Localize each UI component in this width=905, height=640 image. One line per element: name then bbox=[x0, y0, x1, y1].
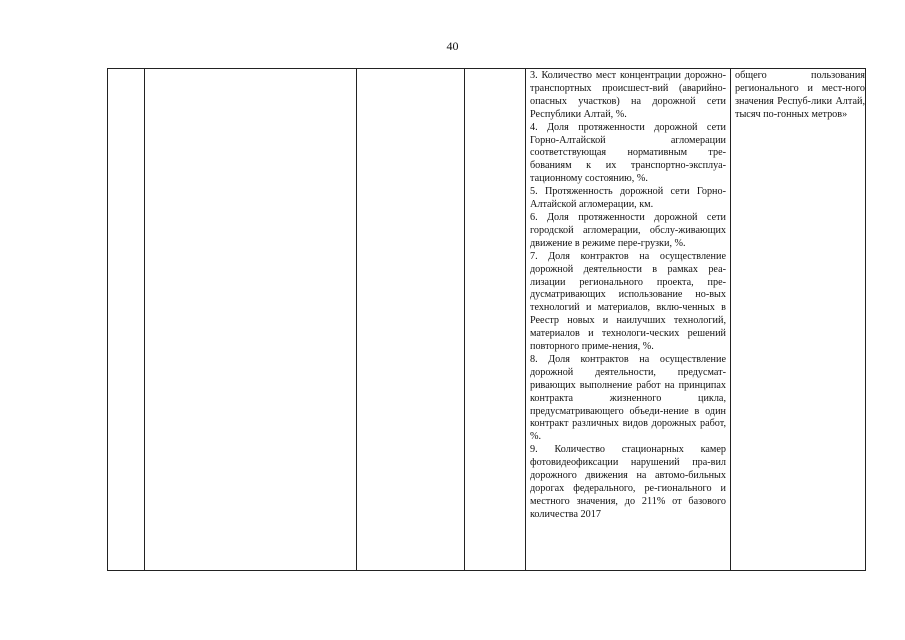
indicator-item: 6. Доля протяженности дорожной сети городской агломерации, обслу-живающих движение в режиме пере-грузки, %. bbox=[530, 211, 726, 249]
indicator-item: 9. Количество стационарных камер фотовидеофиксации нарушений пра-вил дорожного движения на автомо-бильных дорогах федерального, ре-гионального и местного значения, до 211% от базового количества 2017 bbox=[530, 444, 726, 520]
column-border bbox=[356, 68, 357, 571]
indicator-item: 5. Протяженность дорожной сети Горно-Алтайской агломерации, км. bbox=[530, 186, 726, 211]
indicators-cell bbox=[530, 70, 726, 522]
column-border bbox=[865, 68, 866, 571]
indicator-item: 8. Доля контрактов на осуществление дорожной деятельности, предусмат-ривающих выполнение работ на принципах контракта жизненного цикла, предусматривающего объеди-нение в один контракт различных видов дорожных работ, %. bbox=[530, 353, 726, 443]
result-cell bbox=[735, 70, 865, 122]
indicator-item: 7. Доля контрактов на осуществление дорожной деятельности в рамках реа-лизации регионального проекта, пре-дусматривающих использование но-вых технологий и материалов, вклю-ченных в Реестр новых и наилучших технологий, материалов и технологи-ческих решений повторного приме-нения, %. bbox=[530, 250, 726, 353]
column-border bbox=[730, 68, 731, 571]
table-bottom-border bbox=[107, 570, 866, 571]
table-top-border bbox=[107, 68, 866, 69]
result-text: общего пользования регионального и мест-ного значения Респуб-лики Алтай, тысяч по-гонных метров» bbox=[735, 70, 865, 120]
page-number: 40 bbox=[446, 39, 459, 53]
column-border bbox=[107, 68, 108, 571]
indicator-item: 3. Количество мест концентрации дорожно-транспортных происшест-вий (аварийно-опасных участков) на дорожной сети Республики Алтай, %. bbox=[530, 70, 726, 120]
indicator-item: 4. Доля протяженности дорожной сети Горно-Алтайской агломерации соответствующая нормативным тре-бованиям к их транспортно-эксплуа-тационному состоянию, %. bbox=[530, 121, 726, 185]
column-border bbox=[464, 68, 465, 571]
column-border bbox=[144, 68, 145, 571]
column-border bbox=[525, 68, 526, 571]
document-table bbox=[107, 68, 866, 571]
